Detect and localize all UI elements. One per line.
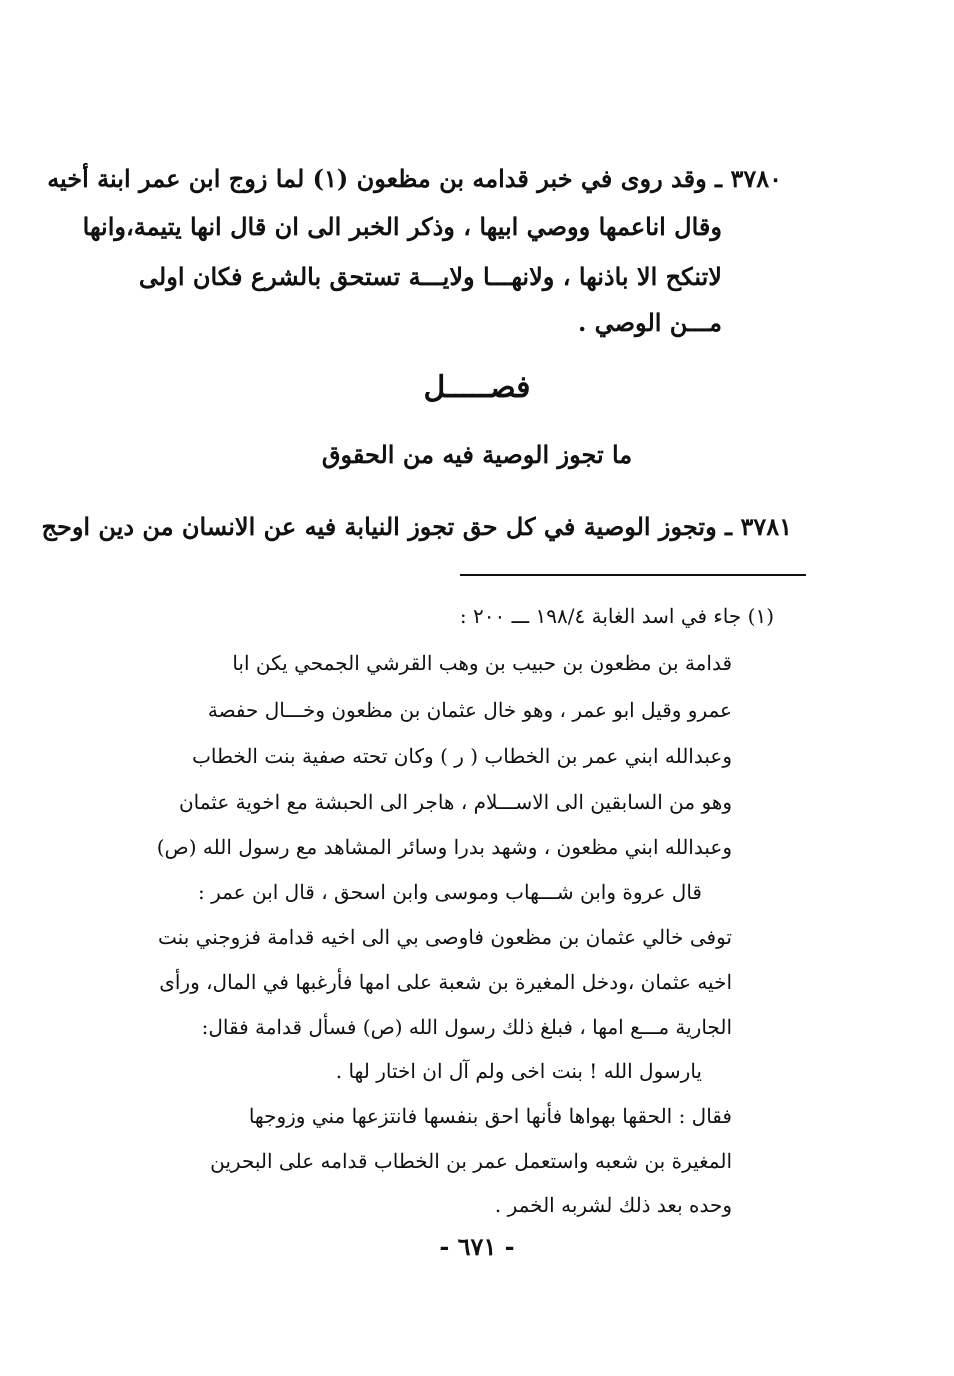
section-subtitle: ما تجوز الوصية فيه من الحقوق [321,440,633,469]
footnote-line: وعبدالله ابني مظعون ، وشهد بدرا وسائر المشاهد مع رسول الله (ص) [156,835,732,859]
footnote-line: اخيه عثمان ،ودخل المغيرة بن شعبة على امها فأرغبها في المال، ورأى [159,970,732,994]
footnote-line: يارسول الله ! بنت اخى ولم آل ان اختار لها . [335,1059,702,1083]
footnote-line: وحده بعد ذلك لشربه الخمر . [494,1193,732,1217]
footnote-separator [460,574,806,576]
footnote-line: وعبدالله ابني عمر بن الخطاب ( ر ) وكان تحته صفية بنت الخطاب [192,744,732,768]
page-number: - ٦٧١ - [439,1232,515,1261]
footnote-line: المغيرة بن شعبه واستعمل عمر بن الخطاب قدامه على البحرين [210,1149,732,1173]
paragraph-3781: ٣٧٨١ ـ وتجوز الوصية في كل حق تجوز النيابة فيه عن الانسان من دين اوحج [41,512,792,541]
paragraph-line: مـــن الوصي . [577,308,722,337]
footnote-line: توفى خالي عثمان بن مظعون فاوصى بي الى اخيه قدامة فزوجني بنت [158,925,732,949]
footnote-line: وهو من السابقين الى الاســـلام ، هاجر الى الحبشة مع اخوية عثمان [178,790,732,814]
footnote-line: قال عروة وابن شـــهاب وموسى وابن اسحق ، قال ابن عمر : [197,880,702,904]
footnote-line: عمرو وقيل ابو عمر ، وهو خال عثمان بن مظعون وخـــال حفصة [207,698,732,722]
paragraph-line: وقال اناعمها ووصي ابيها ، وذكر الخبر الى ان قال انها يتيمة،وانها [82,212,722,241]
footnote-header: (١) جاء في اسد الغابة ١٩٨/٤ ـــ ٢٠٠ : [459,604,774,628]
footnote-line: فقال : الحقها بهواها فأنها احق بنفسها فانتزعها مني وزوجها [248,1104,732,1128]
section-heading: فصـــــل [423,370,531,405]
paragraph-line: لاتنكح الا باذنها ، ولانهـــا ولايـــة تستحق بالشرع فكان اولى [138,262,722,291]
paragraph-line: ٣٧٨٠ ـ وقد روى في خبر قدامه بن مظعون (١) لما زوج ابن عمر ابنة أخيه [47,164,782,193]
footnote-line: قدامة بن مظعون بن حبيب بن وهب القرشي الجمحي يكن ابا [232,651,732,675]
footnote-line: الجارية مـــع امها ، فبلغ ذلك رسول الله (ص) فسأل قدامة فقال: [201,1015,732,1039]
